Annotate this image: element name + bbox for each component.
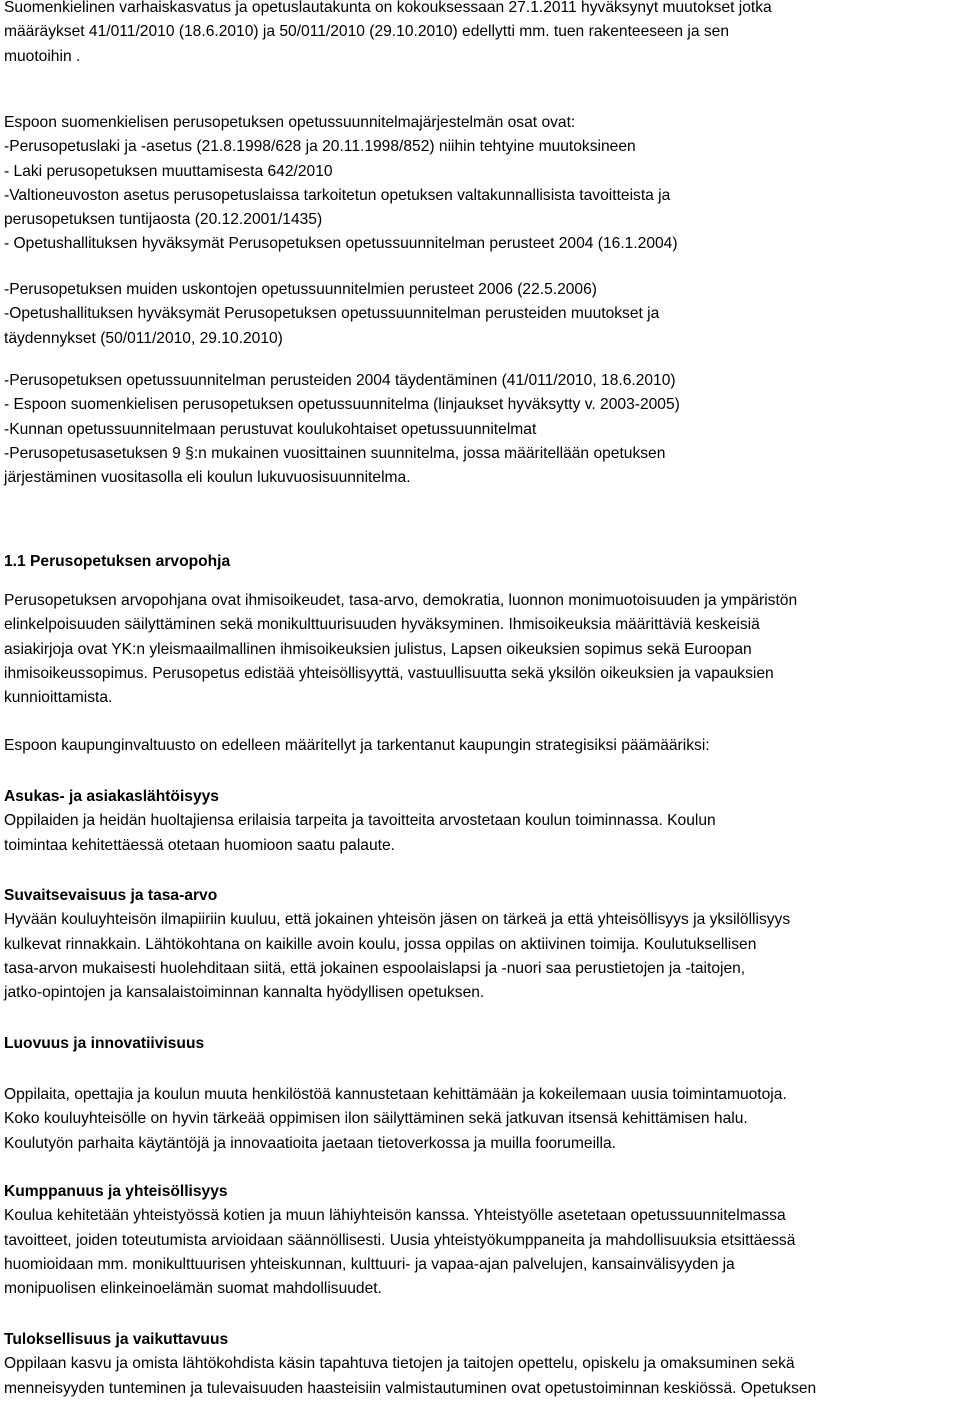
goal-heading: Tuloksellisuus ja vaikuttavuus xyxy=(4,1331,229,1348)
goal-heading: Suvaitsevaisuus ja tasa-arvo xyxy=(4,887,218,904)
text-line: tavoitteet, joiden toteutumista arvioidaan säännöllisesti. Uusia yhteistyökumppaneita ja mahdollisuuksia etsittäessä xyxy=(4,1231,796,1249)
text-line: järjestäminen vuositasolla eli koulun lukuvuosisuunnitelma. xyxy=(4,469,411,487)
values-paragraph xyxy=(4,589,956,710)
text-line: Oppilaan kasvu ja omista lähtökohdista käsin tapahtuva tietojen ja taitojen opettelu, opiskelu ja omaksuminen sekä xyxy=(4,1355,795,1373)
curriculum-system-list-3 xyxy=(4,369,956,490)
text-line: Koulua kehitetään yhteistyössä kotien ja muun lähiyhteisön kanssa. Yhteistyölle asetetaan opetussuunnitelmassa xyxy=(4,1207,786,1225)
text-line: - Opetushallituksen hyväksymät Perusopetuksen opetussuunnitelman perusteet 2004 (16.1.2004) xyxy=(4,235,678,253)
goal-creativity-heading xyxy=(4,1032,956,1056)
text-line: Perusopetuksen arvopohjana ovat ihmisoikeudet, tasa-arvo, demokratia, luonnon monimuotoisuuden ja ympäristön xyxy=(4,592,798,609)
goal-partnership xyxy=(4,1180,956,1301)
text-line: täydennykset (50/011/2010, 29.10.2010) xyxy=(4,329,283,347)
text-line: muotoihin . xyxy=(4,47,81,65)
text-line: toimintaa kehitettäessä otetaan huomioon saatu palaute. xyxy=(4,836,395,854)
text-line: elinkelpoisuuden säilyttäminen sekä monikulttuurisuuden hyväksyminen. Ihmisoikeuksia määrittäviä keskeisiä xyxy=(4,616,760,634)
text-line: Espoon suomenkielisen perusopetuksen opetussuunnitelmajärjestelmän osat ovat: xyxy=(4,114,576,131)
text-line: Espoon kaupunginvaltuusto on edelleen määritellyt ja tarkentanut kaupungin strategisiksi päämääriksi: xyxy=(4,737,710,754)
text-line: huomioidaan mm. monikulttuurisen yhteiskunnan, kulttuuri- ja vapaa-ajan palvelujen, kansainvälisyyden ja xyxy=(4,1255,735,1273)
curriculum-system-list-2 xyxy=(4,278,956,351)
text-line: -Perusopetusasetuksen 9 §:n mukainen vuosittainen suunnitelma, jossa määritellään opetuksen xyxy=(4,444,666,462)
text-line: ihmisoikeussopimus. Perusopetus edistää yhteisöllisyyttä, vastuullisuutta sekä yksilön oikeuksien ja vapauksien xyxy=(4,664,774,682)
text-line: jatko-opintojen ja kansalaistoiminnan kannalta hyödyllisen opetuksen. xyxy=(4,984,485,1002)
text-line: - Espoon suomenkielisen perusopetuksen opetussuunnitelma (linjaukset hyväksytty v. 2003-2005) xyxy=(4,396,680,414)
curriculum-system-list xyxy=(4,111,956,257)
text-line: perusopetuksen tuntijaosta (20.12.2001/1435) xyxy=(4,211,323,229)
text-line: -Perusopetuslaki ja -asetus (21.8.1998/628 ja 20.11.1998/852) niihin tehtyine muutoksineen xyxy=(4,138,636,156)
intro-paragraph xyxy=(4,0,956,69)
goal-creativity xyxy=(4,1083,956,1156)
text-line: määräykset 41/011/2010 (18.6.2010) ja 50/011/2010 (29.10.2010) edellytti mm. tuen rakenteeseen ja sen xyxy=(4,23,730,41)
text-line: -Perusopetuksen opetussuunnitelman perusteiden 2004 täydentäminen (41/011/2010, 18.6.2010) xyxy=(4,372,676,389)
text-line: kulkevat rinnakkain. Lähtökohtana on kaikille avoin koulu, jossa oppilas on aktiivinen toimija. Koulutuksellisen xyxy=(4,935,757,953)
goal-effectiveness xyxy=(4,1328,956,1401)
section-title: 1.1 Perusopetuksen arvopohja xyxy=(4,553,231,570)
text-line: - Laki perusopetuksen muuttamisesta 642/2010 xyxy=(4,162,333,180)
text-line: -Valtioneuvoston asetus perusopetuslaissa tarkoitetun opetuksen valtakunnallisista tavoitteista ja xyxy=(4,186,671,204)
text-line: Oppilaiden ja heidän huoltajiensa erilaisia tarpeita ja tavoitteita arvostetaan koulun toiminnassa. Koulun xyxy=(4,812,716,830)
goal-customer-orientation xyxy=(4,785,956,858)
text-line: -Kunnan opetussuunnitelmaan perustuvat koulukohtaiset opetussuunnitelmat xyxy=(4,420,537,438)
text-line: Koulutyön parhaita käytäntöjä ja innovaatioita jaetaan tietoverkossa ja muilla foorumeilla. xyxy=(4,1134,616,1152)
text-line: monipuolisen elinkeinoelämän suomat mahdollisuudet. xyxy=(4,1280,382,1298)
text-line: Hyvään kouluyhteisön ilmapiiriin kuuluu, että jokainen yhteisön jäsen on tärkeä ja että yhteisöllisyys ja yksilöllisyys xyxy=(4,911,791,929)
section-heading xyxy=(4,550,956,574)
goal-heading: Kumppanuus ja yhteisöllisyys xyxy=(4,1183,228,1200)
text-line: kunnioittamista. xyxy=(4,689,113,707)
text-line: Koko kouluyhteisölle on hyvin tärkeää oppimisen ilon säilyttäminen sekä jatkuvan itsensä kehittämisen halu. xyxy=(4,1110,748,1128)
strategy-intro xyxy=(4,734,956,758)
text-line: -Perusopetuksen muiden uskontojen opetussuunnitelmien perusteet 2006 (22.5.2006) xyxy=(4,281,597,298)
text-line: -Opetushallituksen hyväksymät Perusopetuksen opetussuunnitelman perusteiden muutokset ja xyxy=(4,305,660,323)
goal-heading: Luovuus ja innovatiivisuus xyxy=(4,1035,205,1052)
text-line: Suomenkielinen varhaiskasvatus ja opetuslautakunta on kokouksessaan 27.1.2011 hyväksynyt muutokset jotka xyxy=(4,0,772,16)
goal-heading: Asukas- ja asiakaslähtöisyys xyxy=(4,788,219,805)
goal-tolerance-equality xyxy=(4,884,956,1005)
text-line: asiakirjoja ovat YK:n yleismaailmallinen ihmisoikeuksien julistus, Lapsen oikeuksien sopimus sekä Euroopan xyxy=(4,640,752,658)
text-line: Oppilaita, opettajia ja koulun muuta henkilöstöä kannustetaan kehittämään ja kokeilemaan uusia toimintamuotoja. xyxy=(4,1086,787,1103)
text-line: menneisyyden tunteminen ja tulevaisuuden haasteisiin valmistautuminen ovat opetustoiminnan keskiössä. Opetuksen xyxy=(4,1379,817,1397)
text-line: tasa-arvon mukaisesti huolehditaan siitä, että jokainen espoolaislapsi ja -nuori saa perustietojen ja -taitojen, xyxy=(4,959,746,977)
